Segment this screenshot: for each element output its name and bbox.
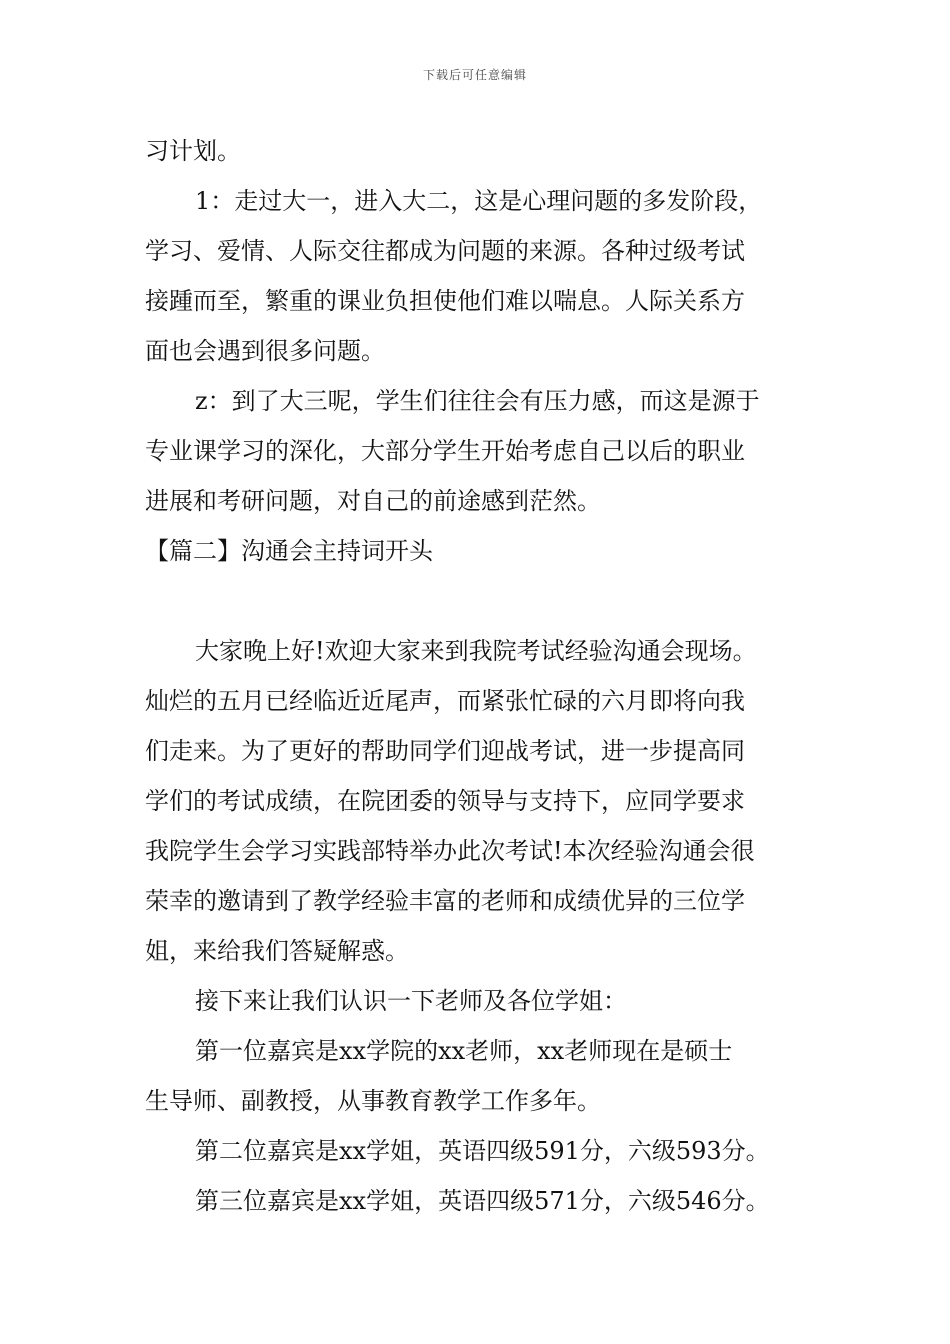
paragraph-line: 姐，来给我们答疑解惑。 — [145, 937, 409, 965]
paragraph-line: 大家晚上好!欢迎大家来到我院考试经验沟通会现场。 — [195, 637, 757, 665]
paragraph-line: 第二位嘉宾是xx学姐，英语四级591分，六级593分。 — [195, 1137, 770, 1165]
paragraph-line: 进展和考研问题，对自己的前途感到茫然。 — [145, 487, 601, 515]
paragraph-line: 生导师、副教授，从事教育教学工作多年。 — [145, 1087, 601, 1115]
document-body — [145, 126, 810, 1226]
page-header: 下载后可任意编辑 — [422, 68, 527, 82]
paragraph-line: 灿烂的五月已经临近近尾声，而紧张忙碌的六月即将向我 — [145, 687, 745, 715]
paragraph-line: 我院学生会学习实践部特举办此次考试!本次经验沟通会很 — [145, 837, 755, 865]
paragraph-line: 专业课学习的深化，大部分学生开始考虑自己以后的职业 — [145, 437, 745, 465]
paragraph-line: 习计划。 — [145, 137, 241, 165]
paragraph-line: 第一位嘉宾是xx学院的xx老师，xx老师现在是硕士 — [195, 1037, 733, 1065]
paragraph-line: 接踵而至，繁重的课业负担使他们难以喘息。人际关系方 — [145, 287, 745, 315]
paragraph-line: 们走来。为了更好的帮助同学们迎战考试，进一步提高同 — [145, 737, 745, 765]
paragraph-line: 第三位嘉宾是xx学姐，英语四级571分，六级546分。 — [195, 1187, 770, 1215]
blank-line — [145, 576, 810, 626]
paragraph-line: 学习、爱情、人际交往都成为问题的来源。各种过级考试 — [145, 237, 745, 265]
paragraph-line: z：到了大三呢，学生们往往会有压力感，而这是源于 — [195, 387, 760, 415]
paragraph-line: 面也会遇到很多问题。 — [145, 337, 385, 365]
paragraph-line: 1：走过大一，进入大二，这是心理问题的多发阶段， — [195, 187, 763, 215]
paragraph-line: 荣幸的邀请到了教学经验丰富的老师和成绩优异的三位学 — [145, 887, 745, 915]
section-heading: 【篇二】沟通会主持词开头 — [145, 537, 433, 565]
paragraph-line: 学们的考试成绩，在院团委的领导与支持下，应同学要求 — [145, 787, 745, 815]
paragraph-line: 接下来让我们认识一下老师及各位学姐： — [195, 987, 627, 1015]
